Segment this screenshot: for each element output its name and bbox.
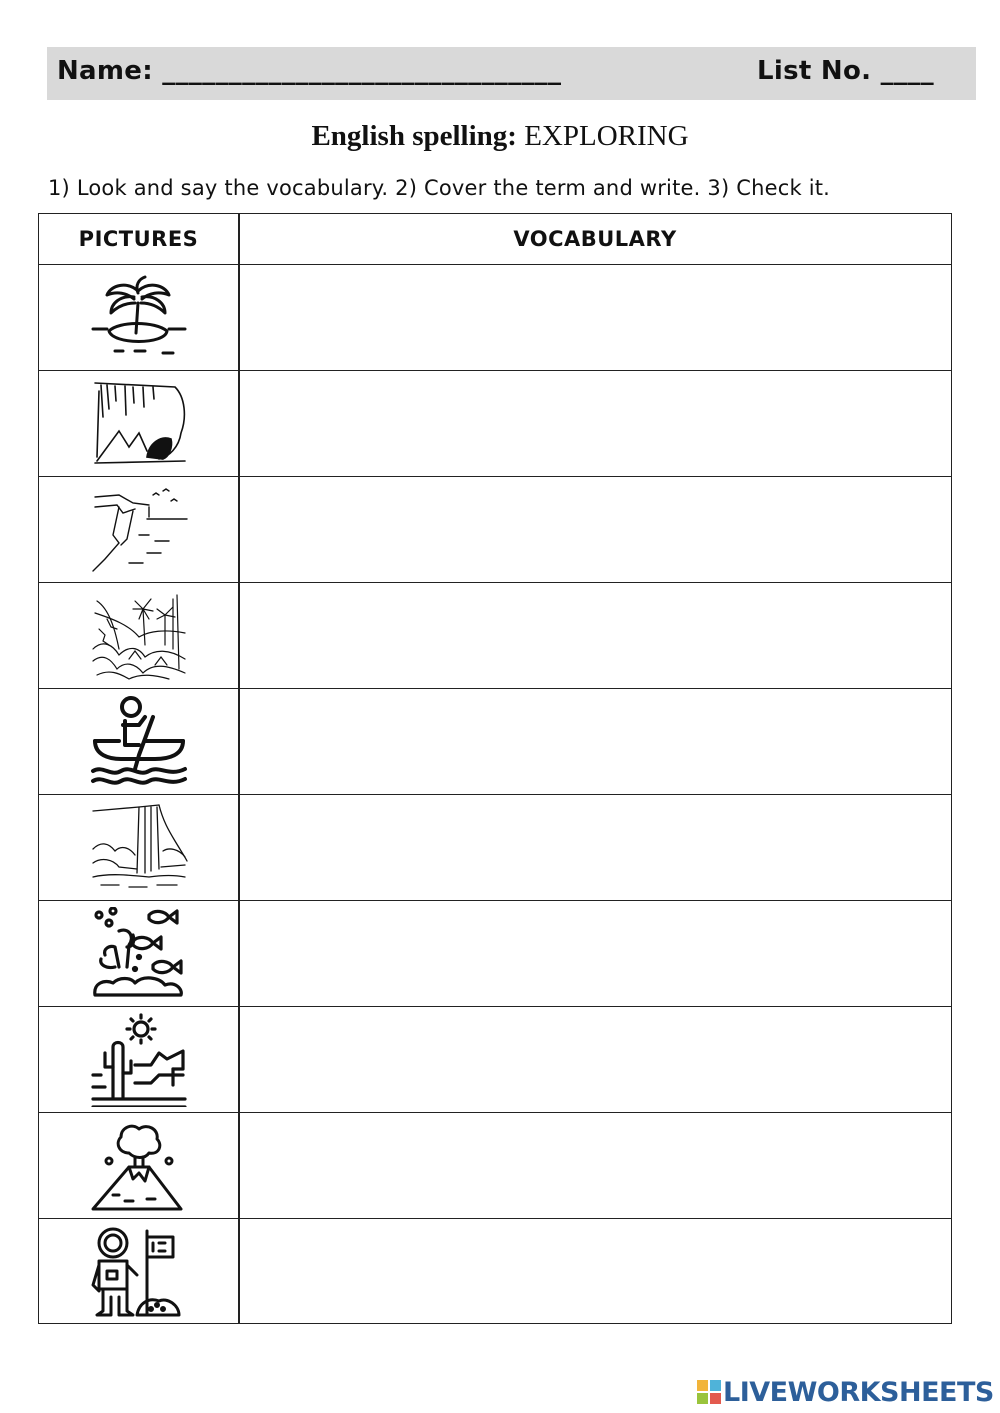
list-number-label: List No. ____ [757, 56, 934, 86]
answer-cell[interactable] [239, 583, 951, 688]
table-row [39, 265, 951, 371]
table-row [39, 795, 951, 901]
canoe-icon [89, 695, 189, 789]
answer-cell[interactable] [239, 1007, 951, 1112]
title-topic: EXPLORING [524, 120, 689, 152]
answer-cell[interactable] [239, 1219, 951, 1325]
coral-reef-icon [89, 907, 189, 1001]
waterfall-icon [89, 801, 189, 895]
table-header-row [39, 214, 951, 265]
answer-cell[interactable] [239, 689, 951, 794]
table-row [39, 689, 951, 795]
answer-cell[interactable] [239, 901, 951, 1006]
page-title [0, 120, 1000, 153]
table-row [39, 1219, 951, 1325]
answer-cell[interactable] [239, 371, 951, 476]
instructions: 1) Look and say the vocabulary. 2) Cover the term and write. 3) Check it. [48, 176, 831, 200]
cave-icon [89, 377, 189, 471]
table-row [39, 477, 951, 583]
header-bar [47, 47, 976, 100]
name-field-label: Name: ______________________________ [57, 56, 562, 86]
table-row [39, 901, 951, 1007]
desert-icon [89, 1013, 189, 1107]
astronaut-icon [89, 1225, 189, 1319]
table-row [39, 371, 951, 477]
table-row [39, 1113, 951, 1219]
vocabulary-header: VOCABULARY [513, 227, 677, 251]
title-bold: English spelling: [311, 120, 517, 152]
logo-text: LIVEWORKSHEETS [723, 1377, 994, 1408]
jungle-icon [89, 589, 189, 683]
logo-mark-icon [697, 1380, 721, 1404]
table-row [39, 583, 951, 689]
cliff-icon [89, 483, 189, 577]
volcano-icon [89, 1119, 189, 1213]
answer-cell[interactable] [239, 795, 951, 900]
answer-cell[interactable] [239, 1113, 951, 1218]
table-row [39, 1007, 951, 1113]
answer-cell[interactable] [239, 477, 951, 582]
answer-cell[interactable] [239, 265, 951, 370]
pictures-header: PICTURES [78, 227, 199, 251]
island-icon [89, 271, 189, 365]
vocabulary-table [38, 213, 952, 1324]
